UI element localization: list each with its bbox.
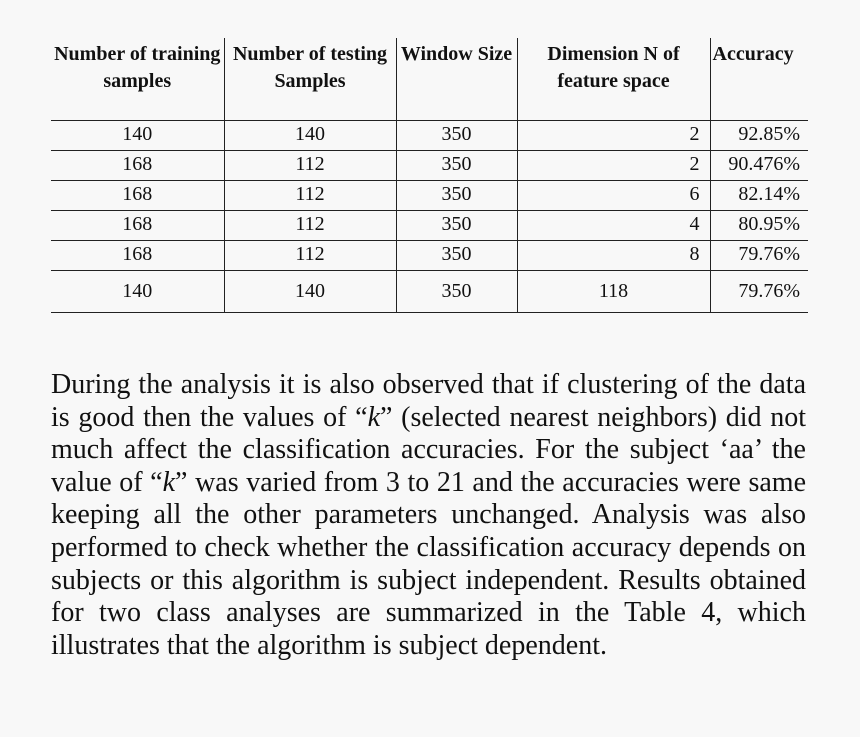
cell-feature-dimension: 4 (517, 210, 710, 240)
cell-feature-dimension: 2 (517, 150, 710, 180)
cell-testing-samples: 112 (224, 240, 396, 270)
cell-window-size: 350 (396, 150, 517, 180)
cell-testing-samples: 140 (224, 270, 396, 312)
cell-accuracy: 82.14% (710, 180, 808, 210)
cell-feature-dimension: 6 (517, 180, 710, 210)
table-row (51, 210, 808, 240)
table-row (51, 180, 808, 210)
header-testing-samples: Number of testing Samples (224, 38, 396, 120)
cell-feature-dimension: 8 (517, 240, 710, 270)
cell-training-samples: 140 (51, 120, 224, 150)
cell-training-samples: 168 (51, 210, 224, 240)
header-accuracy: Accuracy (710, 38, 808, 120)
cell-window-size: 350 (396, 180, 517, 210)
variable-k: k (162, 466, 176, 498)
cell-accuracy: 79.76% (710, 240, 808, 270)
table-row (51, 270, 808, 312)
body-paragraph: During the analysis it is also observed that if clustering of the data is good then the values of “k” (selected nearest neighbors) did not much affect the classification accuracies. For the subject ‘aa’ the value of “k” was varied from 3 to 21 and the accuracies were same keeping all the other parameters unchanged. Analysis was also performed to check whether the classification accuracy depends on subjects or this algorithm is subject independent. Results obtained for two class analyses are summarized in the Table 4, which illustrates that the algorithm is subject dependent. (51, 369, 806, 661)
cell-testing-samples: 112 (224, 210, 396, 240)
cell-accuracy: 79.76% (710, 270, 808, 312)
cell-testing-samples: 112 (224, 180, 396, 210)
header-feature-dimension: Dimension N of feature space (517, 38, 710, 120)
cell-feature-dimension: 118 (517, 270, 710, 312)
table-row (51, 120, 808, 150)
cell-feature-dimension: 2 (517, 120, 710, 150)
cell-accuracy: 90.476% (710, 150, 808, 180)
results-table (51, 38, 808, 313)
cell-accuracy: 92.85% (710, 120, 808, 150)
cell-window-size: 350 (396, 120, 517, 150)
cell-training-samples: 168 (51, 150, 224, 180)
cell-training-samples: 168 (51, 180, 224, 210)
cell-training-samples: 168 (51, 240, 224, 270)
cell-accuracy: 80.95% (710, 210, 808, 240)
cell-window-size: 350 (396, 210, 517, 240)
table-row (51, 150, 808, 180)
header-window-size: Window Size (396, 38, 517, 120)
table-header-row (51, 38, 808, 120)
cell-training-samples: 140 (51, 270, 224, 312)
cell-window-size: 350 (396, 240, 517, 270)
cell-window-size: 350 (396, 270, 517, 312)
table-row (51, 240, 808, 270)
header-training-samples: Number of training samples (51, 38, 224, 120)
variable-k: k (367, 401, 380, 433)
cell-testing-samples: 140 (224, 120, 396, 150)
cell-testing-samples: 112 (224, 150, 396, 180)
